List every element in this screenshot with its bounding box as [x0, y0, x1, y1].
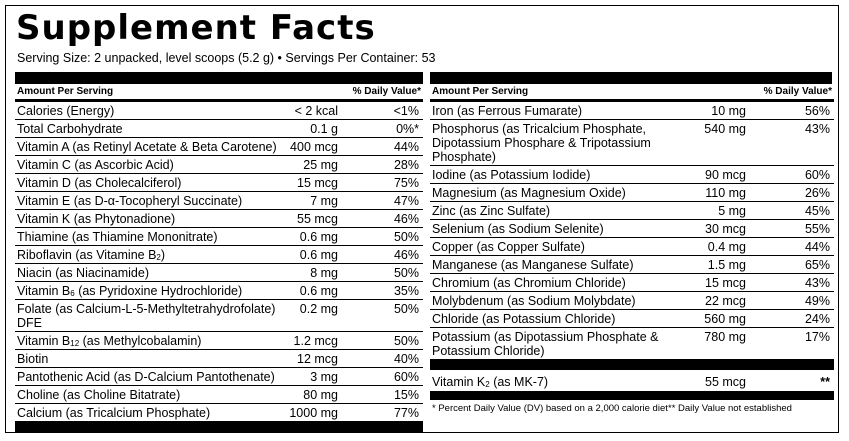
nutrient-name: Biotin	[17, 352, 49, 366]
nutrient-name: Calcium (as Tricalcium Phosphate)	[17, 406, 211, 420]
nutrient-amount: 560 mg	[704, 312, 746, 326]
nutrient-row	[15, 228, 423, 246]
nutrient-dv: 56%	[804, 104, 830, 118]
left-rows	[15, 102, 423, 422]
nutrient-row	[430, 102, 834, 120]
nutrient-dv: 26%	[804, 186, 830, 200]
nutrient-row	[430, 166, 834, 184]
column-divider	[423, 72, 430, 432]
nutrient-name: Vitamin C (as Ascorbic Acid)	[17, 158, 174, 172]
daily-value-label: % Daily Value*	[352, 86, 421, 97]
nutrient-amount: 1.2 mcg	[293, 334, 338, 348]
daily-value-label: % Daily Value*	[763, 86, 832, 97]
nutrient-amount: 90 mcg	[705, 168, 746, 182]
nutrient-dv: 50%	[393, 230, 419, 244]
nutrient-row	[15, 138, 423, 156]
nutrient-amount: 0.6 mg	[299, 284, 338, 298]
nutrient-row	[15, 192, 423, 210]
nutrient-row	[15, 264, 423, 282]
nutrient-amount: < 2 kcal	[294, 104, 338, 118]
right-column	[430, 84, 834, 417]
nutrient-amount: 0.2 mg	[299, 302, 338, 316]
nutrient-row	[430, 274, 834, 292]
nutrient-dv: 24%	[804, 312, 830, 326]
nutrient-name: Manganese (as Manganese Sulfate)	[432, 258, 634, 272]
right-bottom-rule	[430, 392, 834, 400]
nutrient-name: Vitamin K (as Phytonadione)	[17, 212, 176, 226]
nutrient-dv: 43%	[804, 122, 830, 136]
nutrient-row	[430, 256, 834, 274]
nutrient-row	[430, 310, 834, 328]
nutrient-row	[430, 292, 834, 310]
nutrient-dv: 35%	[393, 284, 419, 298]
nutrient-amount: 12 mcg	[297, 352, 338, 366]
nutrient-amount: 8 mg	[310, 266, 338, 280]
nutrient-dv: 55%	[804, 222, 830, 236]
nutrient-dv: 44%	[804, 240, 830, 254]
panel-title: Supplement Facts	[16, 8, 376, 48]
nutrient-dv: 28%	[393, 158, 419, 172]
nutrient-row	[15, 102, 423, 120]
nutrient-dv: 46%	[393, 248, 419, 262]
nutrient-name: Riboflavin (as Vitamine $B_2$)	[17, 248, 166, 262]
nutrient-amount: 0.6 mg	[299, 248, 338, 262]
nutrient-row	[430, 328, 834, 360]
not-established-footnote: ** Daily Value not established	[668, 403, 792, 414]
nutrient-name: Magnesium (as Magnesium Oxide)	[432, 186, 626, 200]
nutrient-dv: 40%	[393, 352, 419, 366]
nutrient-amount: 540 mg	[704, 122, 746, 136]
nutrient-dv: 65%	[804, 258, 830, 272]
nutrient-dv: 47%	[393, 194, 419, 208]
nutrient-name: Folate (as Calcium-L-5-Methyltetrahydrofolate) DFE	[17, 302, 276, 330]
nutrient-name: Calories (Energy)	[17, 104, 115, 118]
nutrient-row	[15, 210, 423, 228]
nutrient-amount: 1000 mg	[289, 406, 338, 420]
nutrient-row	[15, 368, 423, 386]
left-column	[15, 84, 423, 432]
supplement-facts-panel	[5, 5, 839, 433]
right-column-header	[430, 84, 834, 102]
nutrient-name: Vitamin A (as Retinyl Acetate & Beta Carotene)	[17, 140, 277, 154]
nutrient-row	[15, 300, 423, 332]
nutrient-dv: <1%	[393, 104, 419, 118]
nutrient-amount: 0.6 mg	[299, 230, 338, 244]
nutrient-row	[15, 174, 423, 192]
nutrient-row	[15, 404, 423, 422]
nutrient-amount: 30 mcg	[705, 222, 746, 236]
nutrient-row	[430, 184, 834, 202]
nutrient-amount: 80 mg	[303, 388, 338, 402]
nutrient-row	[15, 282, 423, 300]
nutrient-name: Thiamine (as Thiamine Mononitrate)	[17, 230, 218, 244]
nutrient-dv: 50%	[393, 334, 419, 348]
nutrient-amount: 0.1 g	[310, 122, 338, 136]
nutrient-dv: 60%	[393, 370, 419, 384]
nutrient-row	[15, 332, 423, 350]
nutrient-name: Selenium (as Sodium Selenite)	[432, 222, 604, 236]
nutrient-amount: 55 mcg	[705, 375, 746, 389]
nutrient-amount: 400 mcg	[290, 140, 338, 154]
nutrient-row	[15, 120, 423, 138]
nutrient-name: Vitamin $K_2$ (as MK-7)	[432, 375, 549, 389]
nutrient-dv: 45%	[804, 204, 830, 218]
right-rows	[430, 102, 834, 360]
nutrient-dv: 43%	[804, 276, 830, 290]
nutrient-row-vitamin-k2	[430, 370, 834, 392]
footnotes	[430, 400, 834, 417]
nutrient-amount: 25 mg	[303, 158, 338, 172]
nutrient-dv: 50%	[393, 302, 419, 316]
nutrient-row	[430, 220, 834, 238]
left-bottom-rule	[15, 422, 423, 432]
nutrient-dv: **	[820, 375, 830, 389]
nutrient-name: Molybdenum (as Sodium Molybdate)	[432, 294, 636, 308]
nutrient-dv: 50%	[393, 266, 419, 280]
nutrient-amount: 55 mcg	[297, 212, 338, 226]
nutrient-dv: 17%	[804, 330, 830, 344]
nutrient-dv: 15%	[393, 388, 419, 402]
nutrient-amount: 15 mcg	[705, 276, 746, 290]
nutrient-name: Total Carbohydrate	[17, 122, 123, 136]
nutrient-amount: 7 mg	[310, 194, 338, 208]
nutrient-amount: 10 mg	[711, 104, 746, 118]
nutrient-dv: 49%	[804, 294, 830, 308]
nutrient-row	[15, 350, 423, 368]
nutrient-dv: 46%	[393, 212, 419, 226]
nutrient-row	[430, 120, 834, 166]
nutrient-amount: 22 mcg	[705, 294, 746, 308]
nutrient-amount: 0.4 mg	[707, 240, 746, 254]
nutrient-dv: 60%	[804, 168, 830, 182]
nutrient-name: Vitamin $B_6$ (as Pyridoxine Hydrochloride)	[17, 284, 243, 298]
nutrient-dv: 0%*	[396, 122, 419, 136]
nutrient-dv: 44%	[393, 140, 419, 154]
right-mid-rule	[430, 360, 834, 370]
nutrient-name: Phosphorus (as Tricalcium Phosphate, Dipotassium Phosphare & Tripotassium Phosphate)	[432, 122, 651, 164]
nutrient-name: Vitamin E (as D-α-Tocopheryl Succinate)	[17, 194, 243, 208]
nutrient-name: Chloride (as Potassium Chloride)	[432, 312, 616, 326]
nutrient-row	[15, 156, 423, 174]
nutrient-name: Niacin (as Niacinamide)	[17, 266, 149, 280]
nutrient-name: Iron (as Ferrous Fumarate)	[432, 104, 583, 118]
nutrient-name: Vitamin $B_{12}$ (as Methylcobalamin)	[17, 334, 202, 348]
serving-info: Serving Size: 2 unpacked, level scoops (5.2 g) • Servings Per Container: 53	[17, 51, 436, 65]
nutrient-name: Potassium (as Dipotassium Phosphate & Potassium Chloride)	[432, 330, 659, 358]
nutrient-amount: 15 mcg	[297, 176, 338, 190]
nutrient-row	[15, 386, 423, 404]
nutrient-amount: 3 mg	[310, 370, 338, 384]
nutrient-row	[15, 246, 423, 264]
left-column-header	[15, 84, 423, 102]
amount-per-serving-label: Amount Per Serving	[17, 86, 114, 97]
nutrient-name: Iodine (as Potassium Iodide)	[432, 168, 591, 182]
nutrient-amount: 110 mg	[705, 186, 746, 200]
nutrient-name: Zinc (as Zinc Sulfate)	[432, 204, 551, 218]
nutrient-dv: 75%	[393, 176, 419, 190]
nutrient-name: Pantothenic Acid (as D-Calcium Pantothenate)	[17, 370, 275, 384]
nutrient-dv: 77%	[393, 406, 419, 420]
nutrient-name: Vitamin D (as Cholecalciferol)	[17, 176, 182, 190]
nutrient-name: Chromium (as Chromium Chloride)	[432, 276, 626, 290]
amount-per-serving-label: Amount Per Serving	[432, 86, 529, 97]
nutrient-row	[430, 202, 834, 220]
nutrient-amount: 5 mg	[718, 204, 746, 218]
nutrient-name: Choline (as Choline Bitatrate)	[17, 388, 181, 402]
dv-footnote: * Percent Daily Value (DV) based on a 2,000 calorie diet	[432, 403, 668, 414]
nutrient-name: Copper (as Copper Sulfate)	[432, 240, 585, 254]
nutrient-amount: 780 mg	[704, 330, 746, 344]
nutrient-row	[430, 238, 834, 256]
nutrient-amount: 1.5 mg	[707, 258, 746, 272]
